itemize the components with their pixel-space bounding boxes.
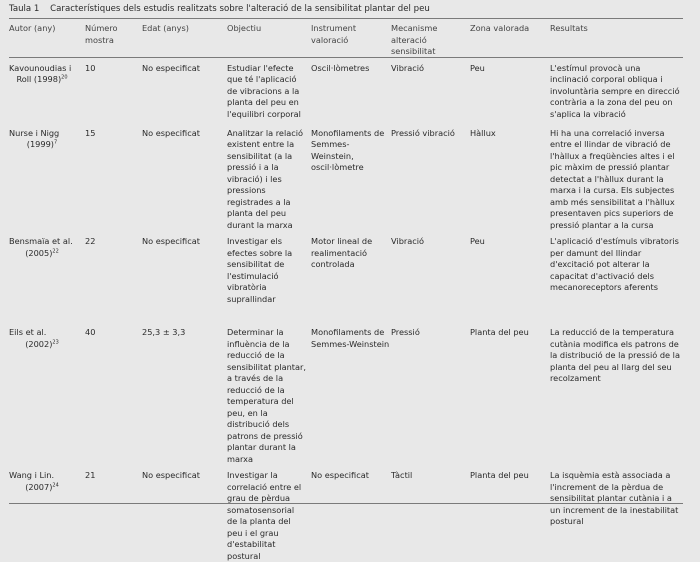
- header-age: Edat (anys): [142, 23, 189, 33]
- cell-results: La isquèmia està associada a l'increment de la pèrdua de sensibilitat plantar cutània i a un increment de la inestabilitat postural: [550, 470, 679, 526]
- table-row: [9, 465, 683, 562]
- table-header-row: [9, 18, 683, 58]
- header-instrument: Instrument valoració: [311, 23, 357, 45]
- cell-author: [9, 58, 85, 123]
- header-objective: Objectiu: [227, 23, 262, 33]
- cell-instrument: Monofilaments de Semmes-Weinstein: [311, 327, 390, 349]
- cell-objective: Analitzar la relació existent entre la sensibilitat (a la pressió i a la vibració) i les pressions registrades a la planta del peu durant la marxa: [227, 127, 304, 230]
- header-mechanism: Mecanisme alteració sensibilitat: [391, 23, 438, 56]
- author-name: Kavounoudias i: [9, 62, 72, 73]
- table-row: [9, 231, 683, 322]
- cell-age: No especificat: [142, 127, 200, 138]
- cell-sample: 40: [85, 327, 96, 337]
- author-name: Bensmaïa et al.: [9, 236, 73, 246]
- cell-sample: 22: [85, 236, 96, 246]
- cell-sample: 15: [85, 127, 96, 138]
- cell-author: [9, 322, 85, 465]
- reference-number: 23: [52, 338, 59, 345]
- cell-sample: 10: [85, 62, 96, 73]
- cell-sample: 21: [85, 470, 96, 480]
- cell-objective: Investigar la correlació entre el grau de pèrdua somatosensorial de la planta del peu i el grau d'estabilitat postural: [227, 470, 302, 561]
- year-text: Roll (1998): [16, 74, 62, 84]
- reference-number: 22: [52, 247, 59, 254]
- cell-results: La reducció de la temperatura cutània modifica els patrons de la distribució de la pressió de la planta del peu al llarg del seu recolzament: [550, 327, 680, 383]
- year-text: (1999): [26, 139, 55, 149]
- cell-objective: Determinar la influència de la reducció de la sensibilitat plantar, a través de la reducció de la temperatura del peu, en la distribució dels patrons de pressió plantar durant la marxa: [227, 327, 306, 464]
- cell-zone: Planta del peu: [470, 470, 529, 480]
- cell-objective: Investigar els efectes sobre la sensibilitat de l'estimulació vibratòria suprallindar: [227, 236, 293, 304]
- cell-zone: Peu: [470, 236, 485, 246]
- cell-mechanism: Pressió vibració: [391, 127, 455, 138]
- cell-instrument: Motor lineal de realimentació controlada: [311, 236, 373, 269]
- cell-results: L'aplicació d'estímuls vibratoris per damunt del llindar d'excitació pot alterar la capacitat d'activació dels mecanoreceptors aferents: [550, 236, 679, 292]
- table-row: [9, 123, 683, 232]
- cell-instrument: Monofilaments de Semmes-Weinstein, oscil·lòmetre: [311, 127, 385, 172]
- year-text: (2005): [25, 247, 53, 258]
- author-name: Eils et al.: [9, 327, 47, 337]
- header-zone: Zona valorada: [470, 23, 530, 33]
- table-row: [9, 58, 683, 123]
- reference-number: 24: [52, 481, 59, 488]
- cell-results: L'estímul provocà una inclinació corporal obliqua i involuntària sempre en direcció contrària a la zona del peu on s'aplica la vibració: [550, 62, 680, 119]
- header-results: Resultats: [550, 23, 588, 33]
- year-text: (2007): [25, 481, 53, 492]
- cell-zone: Hàllux: [470, 127, 496, 138]
- author-year: [9, 139, 75, 151]
- table-row: [9, 322, 683, 465]
- cell-results: Hi ha una correlació inversa entre el llindar de vibració de l'hàllux a freqüències altes i el pic màxim de pressió plantar detectat a l'hàllux durant la marxa i la cursa. Els subjectes amb més sensibilitat a l'hàllux presentaven pics superiors de pressió plantar a la cursa: [550, 127, 675, 230]
- cell-mechanism: Vibració: [391, 236, 425, 246]
- cell-mechanism: Pressió: [391, 327, 420, 337]
- reference-number: 20: [61, 74, 68, 81]
- header-author: Autor (any): [9, 23, 56, 33]
- cell-mechanism: Vibració: [391, 62, 425, 73]
- cell-age: No especificat: [142, 470, 200, 480]
- cell-age: No especificat: [142, 236, 200, 246]
- author-year: [9, 482, 75, 494]
- cell-objective: Estudiar l'efecte que té l'aplicació de vibracions a la planta del peu en l'equilibri corporal: [227, 62, 301, 119]
- year-text: (2002): [25, 338, 53, 349]
- cell-age: No especificat: [142, 62, 200, 73]
- cell-instrument: Oscil·lòmetres: [311, 62, 370, 73]
- author-year: [9, 339, 75, 351]
- author-year: [9, 74, 75, 86]
- studies-table: [9, 18, 683, 562]
- cell-zone: Peu: [470, 62, 485, 73]
- author-name: Wang i Lin.: [9, 470, 55, 480]
- cell-author: [9, 465, 85, 562]
- author-year: [9, 248, 75, 260]
- cell-zone: Planta del peu: [470, 327, 529, 337]
- cell-author: [9, 231, 85, 322]
- cell-age: 25,3 ± 3,3: [142, 327, 186, 337]
- table-caption-title: Característiques dels estudis realitzats sobre l'alteració de la sensibilitat plantar del peu: [50, 4, 430, 14]
- table-caption: [9, 4, 430, 14]
- cell-author: [9, 123, 85, 232]
- cell-instrument: No especificat: [311, 470, 369, 480]
- table-caption-label: Taula 1: [9, 4, 40, 14]
- reference-number: 7: [54, 139, 58, 146]
- header-sample: Número mostra: [85, 23, 118, 45]
- cell-mechanism: Tàctil: [391, 470, 413, 480]
- author-name: Nurse i Nigg: [9, 127, 60, 138]
